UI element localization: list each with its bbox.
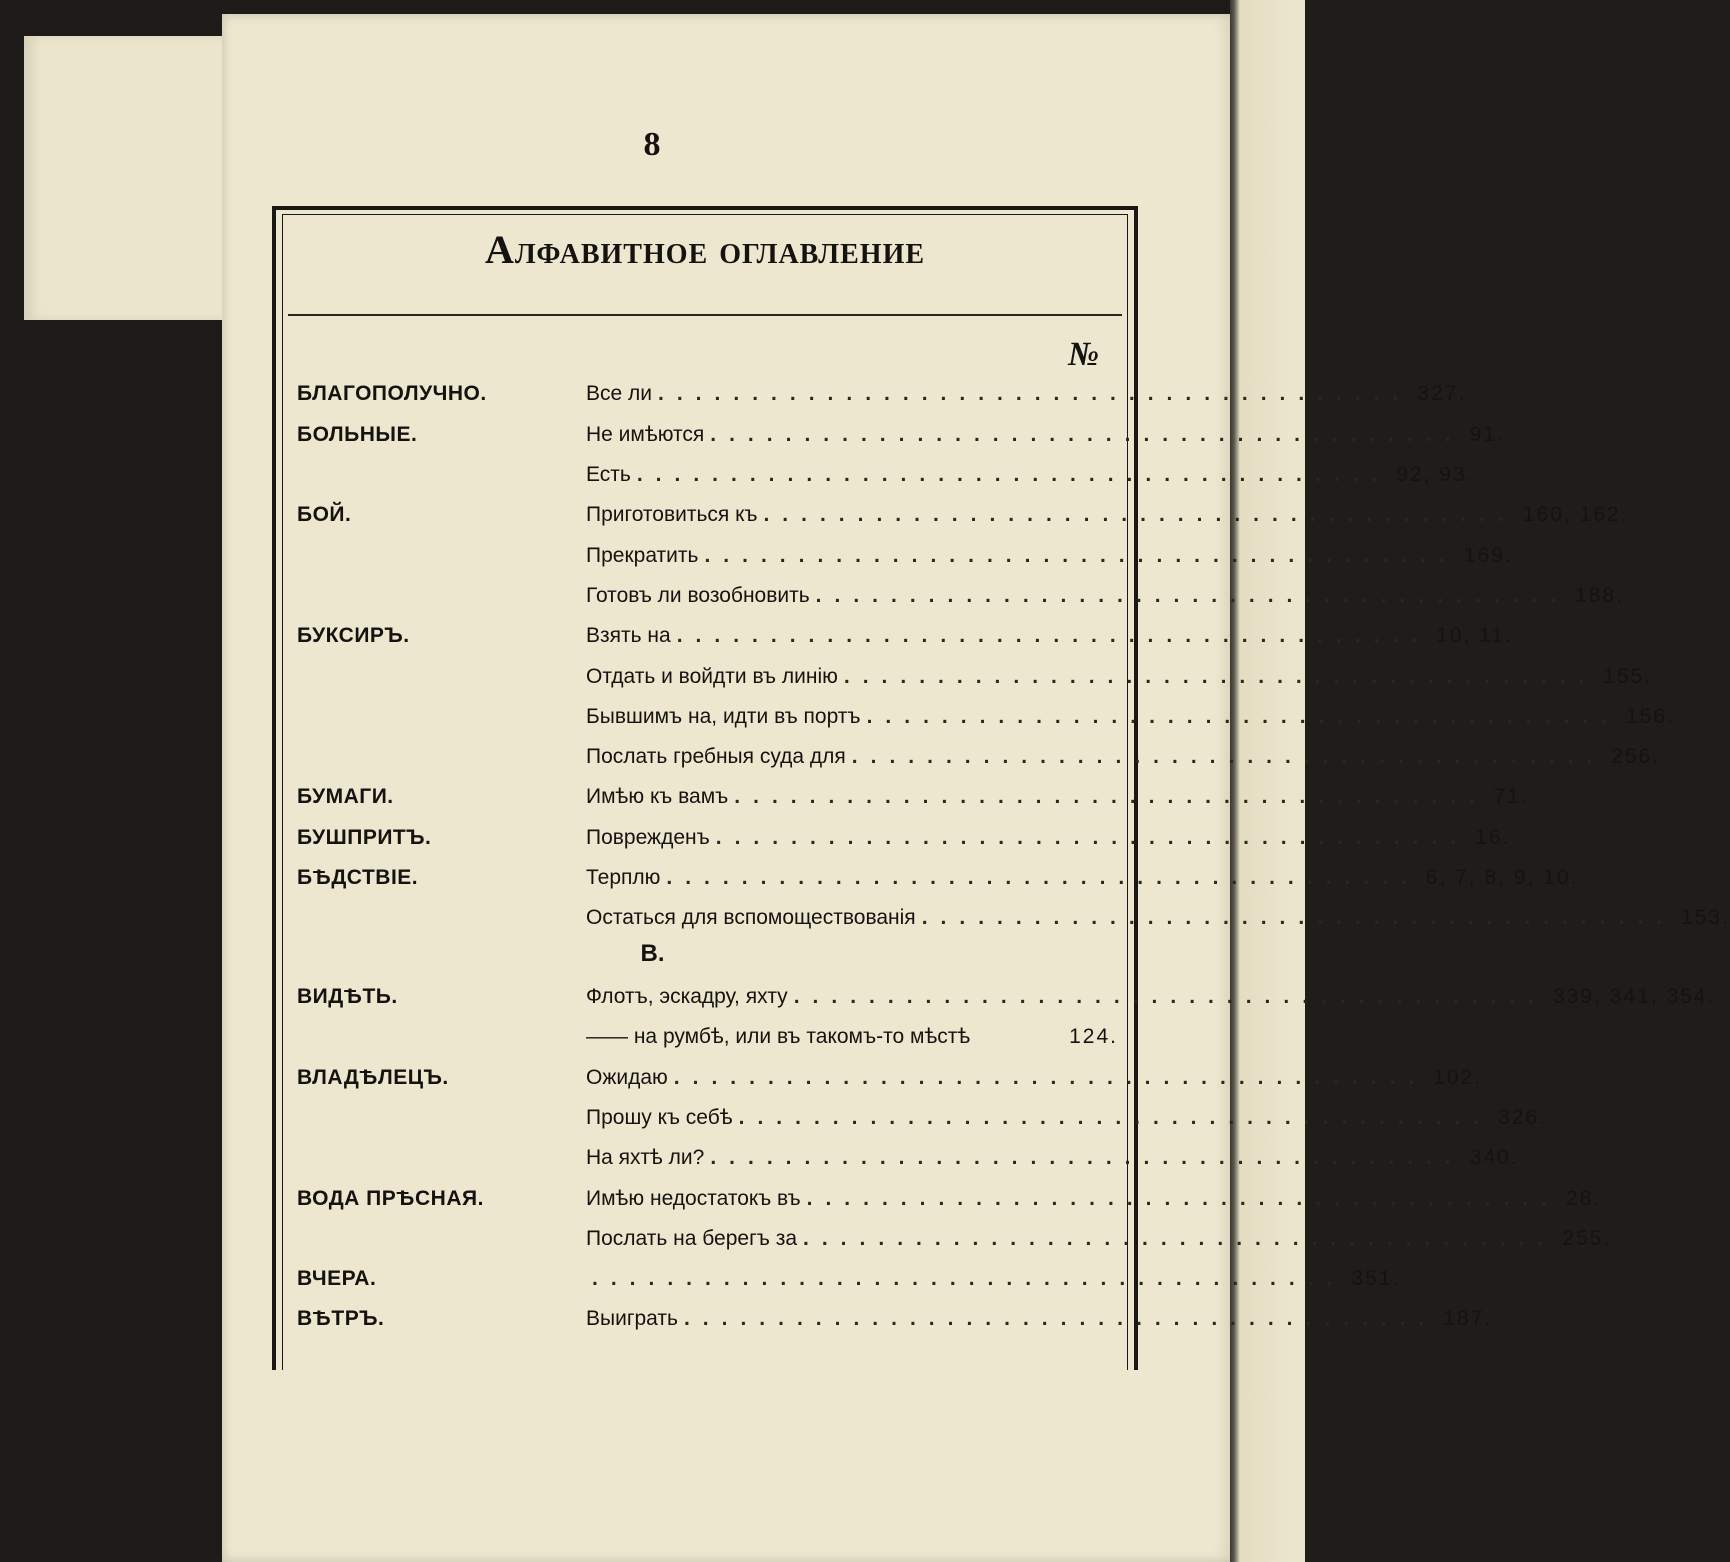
entry-pages: 326. xyxy=(1498,1106,1547,1129)
index-term: ВОДА ПРѢСНАЯ. xyxy=(297,1187,484,1210)
index-row xyxy=(0,1219,1612,1259)
index-row xyxy=(0,1098,1547,1138)
dot-leader: ........................................ xyxy=(851,745,1606,768)
entry-pages: 92, 93. xyxy=(1396,463,1475,486)
entry-pages: 16. xyxy=(1475,826,1511,849)
dot-leader: ........................................ xyxy=(815,584,1570,607)
entry-label: Отдать и войдти въ линію xyxy=(586,665,838,688)
dot-leader: ........................................ xyxy=(592,1267,1346,1290)
number-column-header: № xyxy=(1068,336,1100,373)
entry-label: Послать гребныя суда для xyxy=(586,745,846,768)
index-term: ВЛАДѢЛЕЦЪ. xyxy=(297,1066,449,1089)
entry-label: Флотъ, эскадру, яхту xyxy=(586,985,788,1008)
dot-leader: ........................................ xyxy=(806,1187,1561,1210)
entry-pages: 256. xyxy=(1611,745,1661,768)
entry-pages: 351. xyxy=(1351,1267,1401,1290)
dot-leader: ........................................ xyxy=(704,544,1458,567)
dot-leader: ........................................ xyxy=(866,705,1620,728)
index-row xyxy=(0,818,1511,858)
index-term: БОЛЬНЫЕ. xyxy=(297,423,418,446)
dot-leader: ........................................ xyxy=(763,503,1517,526)
index-row xyxy=(0,898,1730,938)
entry-label: Прошу къ себѣ xyxy=(586,1106,733,1129)
dot-leader: ........................................ xyxy=(683,1307,1438,1330)
dot-leader: ........................................ xyxy=(666,866,1420,889)
entry-pages: 255. xyxy=(1562,1227,1612,1250)
index-row xyxy=(0,777,1529,817)
entry-label: —— на румбѣ, или въ такомъ-то мѣстѣ xyxy=(586,1025,971,1048)
entry-pages: 6, 7, 8, 9, 10. xyxy=(1425,866,1579,889)
index-row xyxy=(0,657,1653,697)
page-number: 8 xyxy=(643,126,662,163)
index-term: БЛАГОПОЛУЧНО. xyxy=(297,382,487,405)
entry-label: Готовъ ли возобновить xyxy=(586,584,810,607)
entry-label: Поврежденъ xyxy=(586,826,710,849)
index-term: БУКСИРЪ. xyxy=(297,624,410,647)
index-row xyxy=(0,1058,1483,1098)
index-row xyxy=(0,374,1467,414)
entry-label: Есть xyxy=(586,463,631,486)
entry-label: Имѣю недостатокъ въ xyxy=(586,1187,801,1210)
index-row xyxy=(0,616,1513,656)
entry-pages: 28. xyxy=(1566,1187,1602,1210)
entry-label: На яхтѣ ли? xyxy=(586,1146,705,1169)
index-row xyxy=(0,1259,1401,1299)
index-row xyxy=(0,495,1629,535)
entry-pages: 187. xyxy=(1443,1307,1493,1330)
index-term: БУШПРИТЪ. xyxy=(297,826,432,849)
index-title: Алфавитное оглавление xyxy=(484,227,926,272)
dot-leader: ........................................ xyxy=(734,785,1488,808)
entry-label: Имѣю къ вамъ xyxy=(586,785,729,808)
dot-leader: ........................................ xyxy=(673,1066,1428,1089)
index-term: ВИДѢТЬ. xyxy=(297,985,398,1008)
dot-leader: ........................................ xyxy=(793,985,1548,1008)
entry-label: Терплю xyxy=(586,866,661,889)
index-row xyxy=(0,455,1475,495)
index-row xyxy=(0,536,1513,576)
entry-pages: 339, 341, 354. xyxy=(1553,985,1716,1008)
entry-label: Не имѣются xyxy=(586,423,705,446)
dot-leader: ........................................ xyxy=(658,382,1412,405)
dot-leader: ........................................ xyxy=(803,1227,1557,1250)
section-letter: В. xyxy=(640,940,665,967)
entry-pages: 10, 11. xyxy=(1436,624,1513,647)
index-term: БѢДСТВІЕ. xyxy=(297,866,419,889)
index-row xyxy=(0,1179,1602,1219)
entry-label: Ожидаю xyxy=(586,1066,668,1089)
entry-label: Бывшимъ на, идти въ портъ xyxy=(586,705,861,728)
index-row xyxy=(0,1017,1305,1057)
dot-leader: ........................................ xyxy=(676,624,1431,647)
entry-label: Взять на xyxy=(586,624,671,647)
index-term: БУМАГИ. xyxy=(297,785,394,808)
index-row xyxy=(0,697,1675,737)
entry-pages: 153. xyxy=(1681,906,1730,929)
index-row xyxy=(0,1299,1493,1339)
entry-pages: 91. xyxy=(1469,423,1505,446)
index-row xyxy=(0,576,1624,616)
entry-pages: 102. xyxy=(1433,1066,1483,1089)
index-row xyxy=(0,415,1505,455)
dot-leader: ........................................ xyxy=(710,1146,1464,1169)
index-row xyxy=(0,977,1716,1017)
entry-pages: 155. xyxy=(1603,665,1653,688)
entry-pages: 160, 162. xyxy=(1522,503,1629,526)
entry-pages: 156. xyxy=(1625,705,1675,728)
entry-label: Все ли xyxy=(586,382,653,405)
dot-leader: ........................................ xyxy=(715,826,1470,849)
entry-pages: 340. xyxy=(1469,1146,1519,1169)
dot-leader: ........................................ xyxy=(636,463,1391,486)
entry-pages: 71. xyxy=(1493,785,1529,808)
entry-pages: 327. xyxy=(1417,382,1467,405)
dot-leader: ........................................ xyxy=(921,906,1676,929)
dot-leader: ........................................ xyxy=(738,1106,1493,1129)
index-row xyxy=(0,858,1579,898)
entry-pages: 124. xyxy=(1069,1025,1118,1048)
index-term: ВЧЕРА. xyxy=(297,1267,377,1290)
entry-label: Приготовиться къ xyxy=(586,503,758,526)
index-term: БОЙ. xyxy=(297,503,352,526)
entry-pages: 188. xyxy=(1575,584,1624,607)
index-row xyxy=(0,1138,1519,1178)
entry-label: Прекратить xyxy=(586,544,699,567)
entry-label: Остаться для вспомоществованія xyxy=(586,906,916,929)
entry-label: Послать на берегъ за xyxy=(586,1227,798,1250)
dot-leader: ........................................ xyxy=(843,665,1598,688)
index-row xyxy=(0,737,1661,777)
dot-leader: ........................................ xyxy=(710,423,1464,446)
entry-label: Выиграть xyxy=(586,1307,678,1330)
index-term: ВѢТРЪ. xyxy=(297,1307,385,1330)
entry-pages: 169. xyxy=(1463,544,1513,567)
